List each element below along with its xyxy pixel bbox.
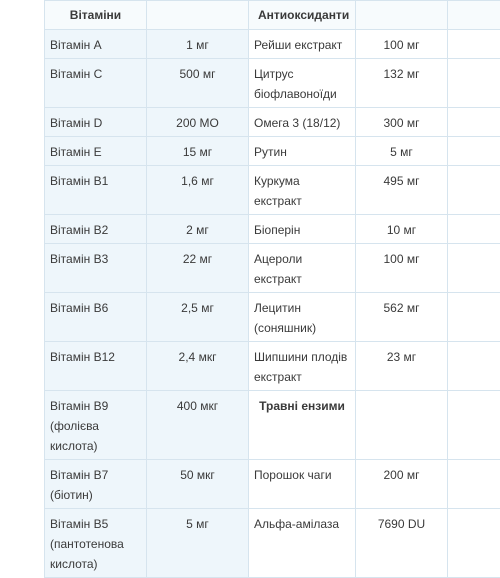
vitamin-name-cell: Вітамін B6 — [45, 293, 147, 342]
antioxidant-dose-cell: 100 мг — [356, 244, 448, 293]
extra-header — [448, 1, 500, 30]
antioxidant-dose-cell: 562 мг — [356, 293, 448, 342]
antioxidant-dose-cell: 200 мг — [356, 460, 448, 509]
extra-cell — [448, 342, 500, 391]
vitamin-dose-cell: 15 мг — [147, 137, 249, 166]
vitamin-name-cell: Вітамін B3 — [45, 244, 147, 293]
antioxidant-name-cell: Біоперін — [249, 215, 356, 244]
vitamin-dose-cell: 400 мкг — [147, 391, 249, 460]
extra-cell — [448, 166, 500, 215]
vitamin-name-cell: Вітамін B9 (фолієва кислота) — [45, 391, 147, 460]
antioxidant-dose-cell: 495 мг — [356, 166, 448, 215]
antioxidant-name-cell: Рейши екстракт — [249, 30, 356, 59]
extra-cell — [448, 108, 500, 137]
extra-cell — [448, 244, 500, 293]
table-row — [45, 293, 500, 342]
antioxidant-dose-cell: 132 мг — [356, 59, 448, 108]
vitamin-name-cell: Вітамін B12 — [45, 342, 147, 391]
antioxidant-dose-cell — [356, 391, 448, 460]
table-row — [45, 342, 500, 391]
antioxidant-dose-cell: 10 мг — [356, 215, 448, 244]
vitamin-name-cell: Вітамін B5 (пантотенова кислота) — [45, 509, 147, 578]
extra-cell — [448, 30, 500, 59]
antioxidant-name-cell: Рутин — [249, 137, 356, 166]
vitamin-dose-cell: 1,6 мг — [147, 166, 249, 215]
antioxidant-name-cell: Порошок чаги — [249, 460, 356, 509]
vitamin-name-cell: Вітамін D — [45, 108, 147, 137]
extra-cell — [448, 215, 500, 244]
extra-cell — [448, 391, 500, 460]
nutrition-table — [44, 0, 500, 578]
vitamin-dose-cell: 5 мг — [147, 509, 249, 578]
vitamin-dose-cell: 2,4 мкг — [147, 342, 249, 391]
table-row — [45, 108, 500, 137]
antioxidant-name-cell: Лецитин (соняшник) — [249, 293, 356, 342]
table-row — [45, 509, 500, 578]
vitamin-dose-cell: 50 мкг — [147, 460, 249, 509]
antioxidants-header: Антиоксиданти — [249, 1, 356, 30]
table-row — [45, 391, 500, 460]
antioxidant-dose-cell: 23 мг — [356, 342, 448, 391]
vitamin-name-cell: Вітамін B7 (біотин) — [45, 460, 147, 509]
antioxidant-name-cell: Куркума екстракт — [249, 166, 356, 215]
antioxidants-dose-header — [356, 1, 448, 30]
table-row — [45, 166, 500, 215]
vitamin-name-cell: Вітамін E — [45, 137, 147, 166]
antioxidant-dose-cell: 5 мг — [356, 137, 448, 166]
antioxidant-name-cell: Альфа-амілаза — [249, 509, 356, 578]
vitamin-dose-cell: 500 мг — [147, 59, 249, 108]
table-header-row — [45, 1, 500, 30]
table-row — [45, 137, 500, 166]
vitamin-name-cell: Вітамін A — [45, 30, 147, 59]
antioxidant-dose-cell: 7690 DU — [356, 509, 448, 578]
table-row — [45, 215, 500, 244]
antioxidant-name-cell: Шипшини плодів екстракт — [249, 342, 356, 391]
extra-cell — [448, 293, 500, 342]
table-row — [45, 59, 500, 108]
antioxidant-name-cell: Ацероли екстракт — [249, 244, 356, 293]
extra-cell — [448, 460, 500, 509]
vitamin-dose-cell: 22 мг — [147, 244, 249, 293]
vitamin-dose-cell: 1 мг — [147, 30, 249, 59]
vitamins-dose-header — [147, 1, 249, 30]
vitamin-name-cell: Вітамін B2 — [45, 215, 147, 244]
extra-cell — [448, 59, 500, 108]
vitamin-dose-cell: 2 мг — [147, 215, 249, 244]
antioxidant-name-cell: Омега 3 (18/12) — [249, 108, 356, 137]
table-body — [45, 30, 500, 578]
table-row — [45, 30, 500, 59]
antioxidant-dose-cell: 300 мг — [356, 108, 448, 137]
vitamin-dose-cell: 2,5 мг — [147, 293, 249, 342]
table-row — [45, 460, 500, 509]
digestive-enzymes-subheader: Травні ензими — [249, 391, 356, 460]
vitamin-dose-cell: 200 МО — [147, 108, 249, 137]
vitamin-name-cell: Вітамін B1 — [45, 166, 147, 215]
antioxidant-dose-cell: 100 мг — [356, 30, 448, 59]
table-row — [45, 244, 500, 293]
vitamin-name-cell: Вітамін C — [45, 59, 147, 108]
nutrition-table-container — [44, 0, 500, 578]
extra-cell — [448, 137, 500, 166]
vitamins-header: Вітаміни — [45, 1, 147, 30]
extra-cell — [448, 509, 500, 578]
antioxidant-name-cell: Цитрус біофлавоноїди — [249, 59, 356, 108]
